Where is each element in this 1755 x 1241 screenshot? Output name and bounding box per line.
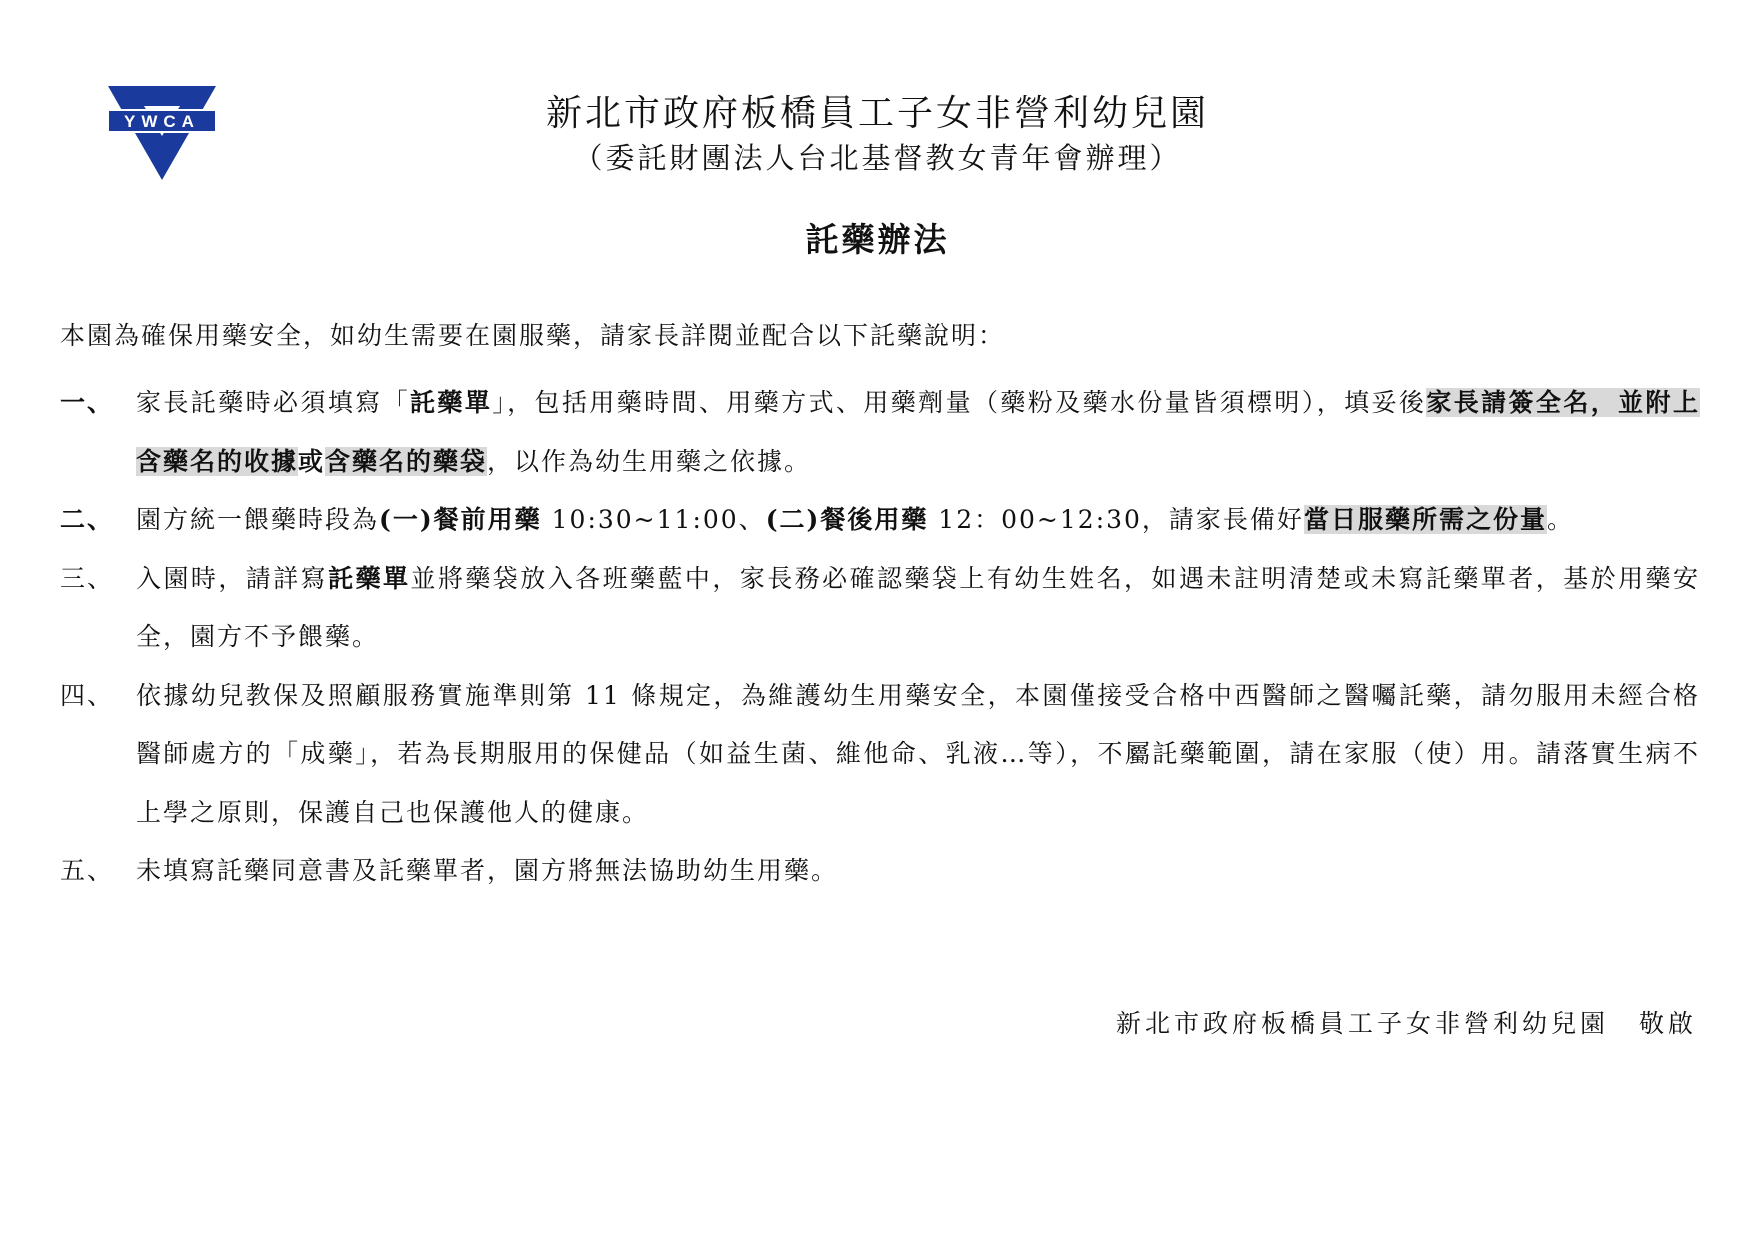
text-segment: 未填寫託藥同意書及託藥單者，園方將無法協助幼生用藥。 xyxy=(136,856,839,885)
signature xyxy=(1116,1004,1697,1044)
rule-item-4 xyxy=(60,667,1700,843)
highlight-receipt: 並附上含藥名的收據 xyxy=(136,388,1700,476)
intro-paragraph: 本園為確保用藥安全，如幼生需要在園服藥，請家長詳閱並配合以下託藥說明： xyxy=(60,321,1006,350)
item-text xyxy=(136,491,1700,550)
item-number: 四、 xyxy=(60,680,115,710)
item-number: 三、 xyxy=(60,563,115,593)
item-number: 一、 xyxy=(60,388,115,417)
text-segment: ，以作為幼生用藥之依據。 xyxy=(487,446,812,476)
item-text xyxy=(136,374,1700,491)
item-number: 五、 xyxy=(60,856,115,885)
item-text xyxy=(136,550,1700,667)
rule-item-2 xyxy=(60,491,1700,550)
text-segment: 入園時，請詳寫 xyxy=(136,563,329,593)
bold-after-meal: (二)餐後用藥 xyxy=(765,505,929,534)
bold-form-name: 託藥單 xyxy=(410,388,493,417)
org-subtitle: （委託財團法人台北基督教女青年會辦理） xyxy=(573,141,1182,175)
text-segment: 並將藥袋放入各班藥藍中，家長務必確認藥袋上有幼生姓名，如遇未註明清楚或未寫託藥單者，基於用藥安全，園方不予餵藥。 xyxy=(136,563,1700,651)
signature-org: 新北市政府板橋員工子女非營利幼兒園 xyxy=(1115,1009,1609,1038)
text-segment: 園方統一餵藥時段為 xyxy=(136,505,380,534)
rule-item-5 xyxy=(60,842,1700,901)
text-segment: 。 xyxy=(1546,505,1574,534)
signature-closing: 敬啟 xyxy=(1638,1009,1697,1038)
text-segment: 12：00~12:30，請家長備好 xyxy=(928,505,1304,534)
bold-before-meal: (一)餐前用藥 xyxy=(379,505,542,534)
bold-or: 或 xyxy=(298,446,326,476)
text-segment: 」，包括用藥時間、用藥方式、用藥劑量（藥粉及藥水份量皆須標明），填妥後 xyxy=(492,388,1427,417)
text-segment: 依據幼兒教保及照顧服務實施準則第 11 條規定，為維護幼生用藥安全，本園僅接受合格中西醫師之醫囑託藥，請勿服用未經合格醫師處方的「成藥」，若為長期服用的保健品（如益生菌、維他命、乳液…等），不屬託藥範圍，請在家服（使）用。請落實生病不上學之原則，保護自己也保護他人的健康。 xyxy=(136,680,1700,827)
bold-form-name: 託藥單 xyxy=(328,563,411,593)
logo-text: YWCA xyxy=(124,112,200,131)
item-number: 二、 xyxy=(60,505,115,534)
rule-item-3 xyxy=(60,550,1700,667)
highlight-bag: 含藥名的藥袋 xyxy=(325,446,488,476)
highlight-signature: 家長請簽全名， xyxy=(1426,388,1619,417)
text-segment: 家長託藥時必須填寫「 xyxy=(136,388,411,417)
document-title: 託藥辦法 xyxy=(805,220,950,259)
rule-item-1 xyxy=(60,374,1700,491)
text-segment: 10:30~11:00、 xyxy=(541,505,766,534)
rules-list xyxy=(60,374,1700,901)
item-text xyxy=(136,667,1700,843)
org-name: 新北市政府板橋員工子女非營利幼兒園 xyxy=(545,93,1209,134)
item-text xyxy=(136,842,1700,901)
highlight-dosage: 當日服藥所需之份量 xyxy=(1303,505,1547,534)
